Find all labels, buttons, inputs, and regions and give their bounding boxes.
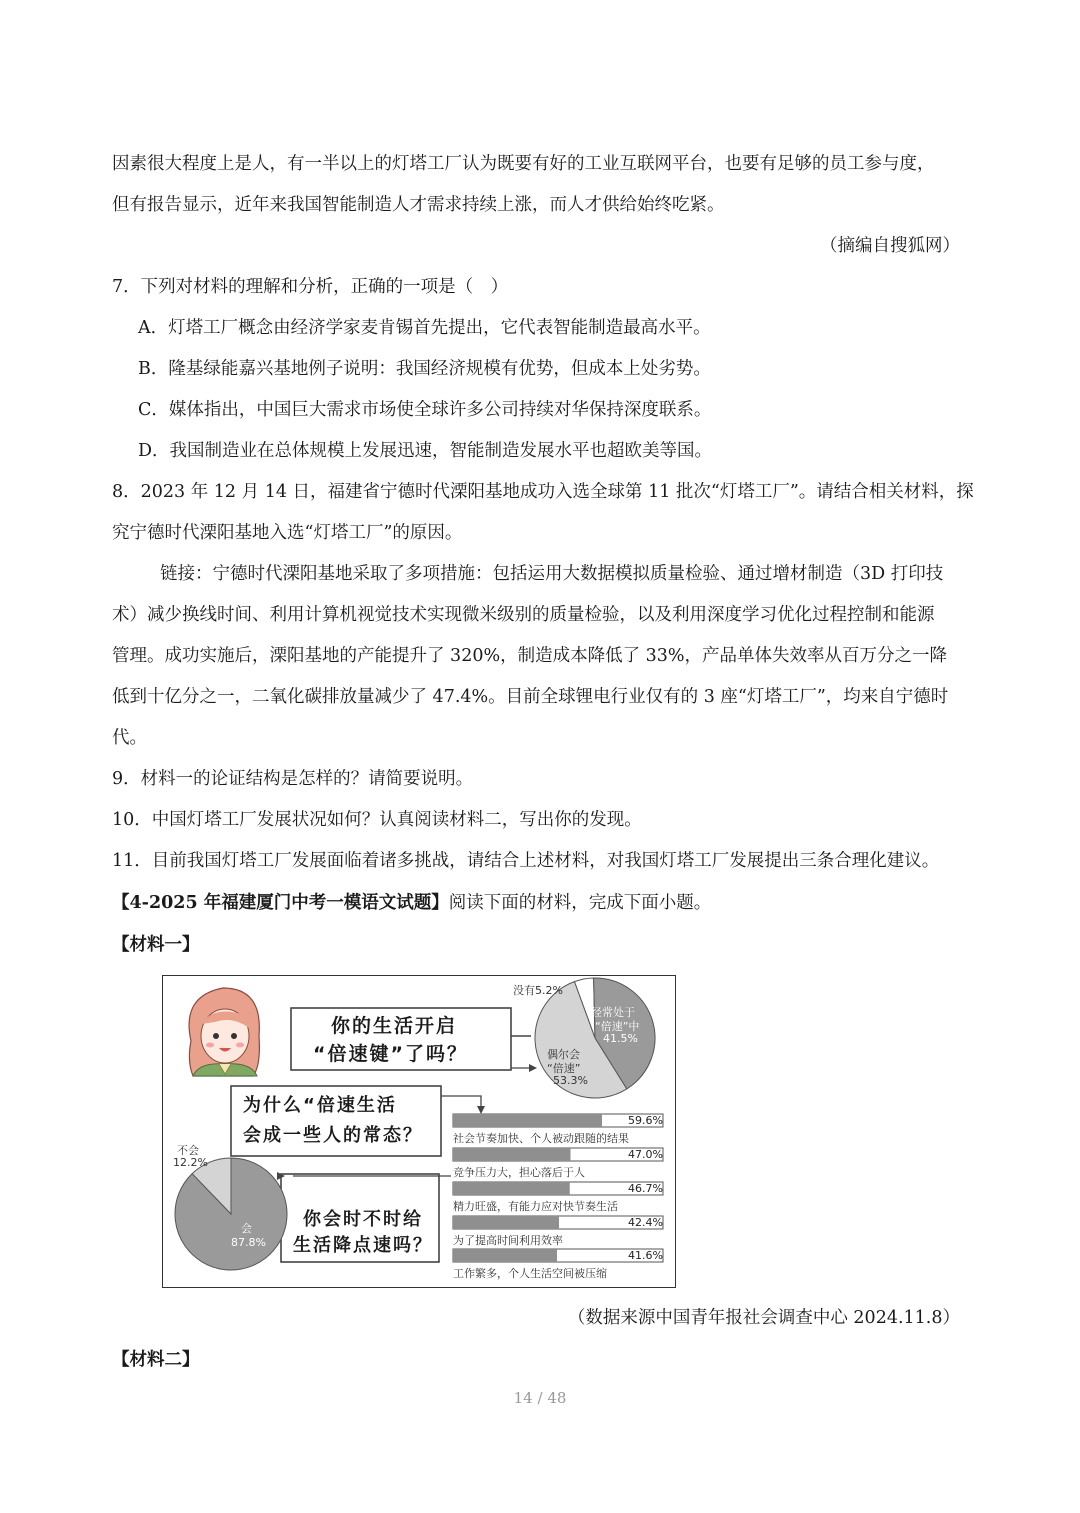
bar-value-1: 59.6% <box>628 1114 663 1127</box>
link-paragraph-line: 术）减少换线时间、利用计算机视觉技术实现微米级别的质量检验，以及利用深度学习优化过程控制和能源 <box>112 605 935 625</box>
section-4-heading <box>112 891 711 915</box>
bar-label-1: 社会节奏加快、个人被动跟随的结果 <box>453 1132 629 1145</box>
question-3-line2: 生活降点速吗？ <box>293 1235 433 1256</box>
question-1-line1: 你的生活开启 <box>331 1015 458 1037</box>
bar-value-3: 46.7% <box>628 1182 663 1195</box>
question-1-line2: “倍速键”了吗？ <box>313 1043 468 1065</box>
pie1-label-often-2: “倍速”中 <box>595 1020 640 1033</box>
section-4-instruction: 阅读下面的材料，完成下面小题。 <box>448 893 712 913</box>
arrow-icon <box>477 1106 485 1114</box>
question-2-line1: 为什么“倍速生活 <box>243 1095 397 1116</box>
page-separator: / <box>537 1389 543 1407</box>
question-8-line1: 8．2023 年 12 月 14 日，福建省宁德时代溧阳基地成功入选全球第 11 批次“灯塔工厂”。请结合相关材料，探 <box>112 482 974 502</box>
page-total: 48 <box>547 1389 567 1407</box>
question-10: 10．中国灯塔工厂发展状况如何？认真阅读材料二，写出你的发现。 <box>112 810 642 830</box>
link-paragraph-line: 低到十亿分之一，二氧化碳排放量减少了 47.4%。目前全球锂电行业仅有的 3 座“灯塔工厂”，均来自宁德时 <box>112 687 949 707</box>
paragraph-line: 但有报告显示，近年来我国智能制造人才需求持续上涨，而人才供给始终吃紧。 <box>112 195 725 215</box>
bar-4 <box>453 1216 559 1229</box>
bar-label-2: 竞争压力大，担心落后于人 <box>453 1166 585 1179</box>
link-paragraph-line: 管理。成功实施后，溧阳基地的产能提升了 320%，制造成本降低了 33%，产品单体失效率从百万分之一降 <box>112 646 948 666</box>
girl-avatar-icon <box>189 988 259 1076</box>
question-7-option-b: B．隆基绿能嘉兴基地例子说明：我国经济规模有优势，但成本上处劣势。 <box>138 359 711 379</box>
arrow-icon <box>529 1064 537 1072</box>
link-paragraph-line: 链接：宁德时代溧阳基地采取了多项措施：包括运用大数据模拟质量检验、通过增材制造（3D 打印技 <box>160 564 944 584</box>
material-1-label: 【材料一】 <box>112 935 200 955</box>
pie1-label-none-value: 5.2% <box>535 984 563 997</box>
pie2-label-yes: 会 <box>241 1222 252 1235</box>
question-7-option-d: D．我国制造业在总体规模上发展迅速，智能制造发展水平也超欧美等国。 <box>138 441 713 461</box>
bar-label-5: 工作繁多，个人生活空间被压缩 <box>453 1267 607 1280</box>
page-number <box>0 1389 1080 1407</box>
source-citation: （摘编自搜狐网） <box>820 236 960 256</box>
pie1-label-sometimes-2: “倍速” <box>547 1062 581 1075</box>
pie1-value-sometimes: 53.3% <box>553 1074 588 1087</box>
bar-1 <box>453 1114 602 1127</box>
link-paragraph-line: 代。 <box>112 728 147 748</box>
pie1-label-often: 经常处于 <box>591 1006 635 1019</box>
bar-3 <box>453 1182 570 1195</box>
pie2-value-no: 12.2% <box>173 1156 208 1169</box>
question-3-line1: 你会时不时给 <box>303 1209 423 1230</box>
question-9: 9．材料一的论证结构是怎样的？请简要说明。 <box>112 769 474 789</box>
question-7-stem: 7．下列对材料的理解和分析，正确的一项是（ ） <box>112 277 509 297</box>
bar-2 <box>453 1148 571 1161</box>
bar-value-2: 47.0% <box>628 1148 663 1161</box>
bar-label-3: 精力旺盛，有能力应对快节奏生活 <box>453 1200 618 1213</box>
paragraph-line: 因素很大程度上是人，有一半以上的灯塔工厂认为既要有好的工业互联网平台，也要有足够的员工参与度， <box>112 154 935 174</box>
pie1-value-often: 41.5% <box>603 1032 638 1045</box>
pie1-label-none-text: 没有 <box>513 984 535 997</box>
question-11: 11．目前我国灯塔工厂发展面临着诸多挑战，请结合上述材料，对我国灯塔工厂发展提出三条合理化建议。 <box>112 851 940 871</box>
section-4-title: 【4-2025 年福建厦门中考一模语文试题】 <box>112 893 449 913</box>
pie1-label-none <box>513 982 563 998</box>
material-2-label: 【材料二】 <box>112 1350 200 1370</box>
data-source: （数据来源中国青年报社会调查中心 2024.11.8） <box>567 1308 960 1328</box>
survey-infographic <box>162 975 676 1288</box>
bar-value-4: 42.4% <box>628 1216 663 1229</box>
bar-5 <box>453 1249 557 1262</box>
bar-value-5: 41.6% <box>628 1249 663 1262</box>
page-current: 14 <box>513 1389 533 1407</box>
pie2-label-no: 不会 <box>177 1144 199 1157</box>
bar-label-4: 为了提高时间利用效率 <box>453 1234 563 1247</box>
pie1-label-sometimes: 偶尔会 <box>547 1048 580 1061</box>
question-7-option-c: C．媒体指出，中国巨大需求市场使全球许多公司持续对华保持深度联系。 <box>138 400 712 420</box>
question-2-line2: 会成一些人的常态？ <box>243 1125 423 1146</box>
pie2-value-yes: 87.8% <box>231 1236 266 1249</box>
question-7-option-a: A．灯塔工厂概念由经济学家麦肯锡首先提出，它代表智能制造最高水平。 <box>138 318 711 338</box>
question-8-line2: 究宁德时代溧阳基地入选“灯塔工厂”的原因。 <box>112 523 463 543</box>
pie-chart-slowdown <box>175 1158 287 1270</box>
